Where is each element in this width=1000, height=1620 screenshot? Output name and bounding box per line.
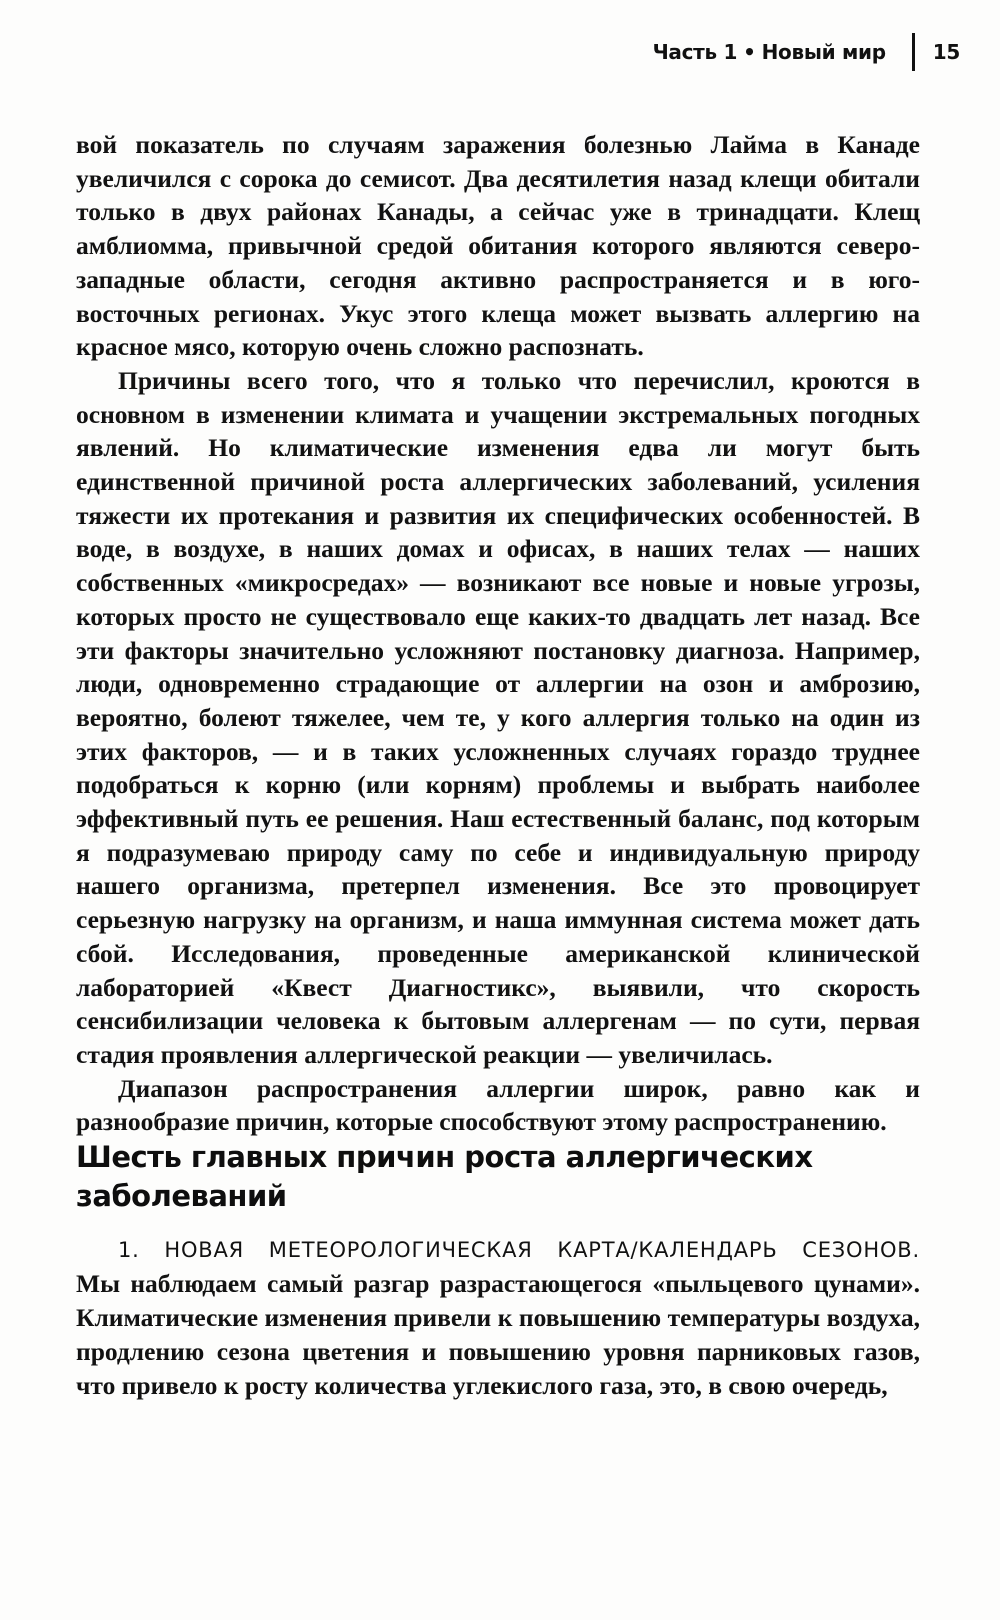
body-text (76, 128, 920, 1139)
paragraph: Причины всего того, что я только что перечислил, кроются в основном в изменении климата и учащении экстремальных погодных явлений. Но климатические изменения едва ли могут быть единственной причиной роста аллергических заболеваний, усиления тяжести их протекания и развития их специфических особенностей. В воде, в воздухе, в наших домах и офисах, в наших телах — наших собственных «микросредах» — возникают все новые и новые угрозы, которых просто не существовало еще каких-то двадцать лет назад. Все эти факторы значительно усложняют постановку диагноза. Например, люди, одновременно страдающие от аллергии на озон и амброзию, вероятно, болеют тяжелее, чем те, у кого аллергия только на один из этих факторов, — и в таких усложненных случаях гораздо труднее подобраться к корню (или корням) проблемы и выбрать наиболее эффективный путь ее решения. Наш естественный баланс, под которым я подразумеваю природу саму по себе и индивидуальную природу нашего организма, претерпел изменения. Все это провоцирует серьезную нагрузку на организм, и наша иммунная система может дать сбой. Исследования, проведенные американской клинической лабораторией «Квест Диагностикс», выявили, что скорость сенсибилизации человека к бытовым аллергенам — по сути, первая стадия проявления аллергической реакции — увеличилась. (76, 365, 920, 1069)
paragraph-continued: вой показатель по случаям заражения болезнью Лайма в Канаде увеличился с сорока до семисот. Два десятилетия назад клещи обитали только в двух районах Канады, а сейчас уже в тринадцати. Клещ амблиомма, привычной средой обитания которого являются северо-западные области, сегодня активно распространяется и в юго-восточных регионах. Укус этого клеща может вызвать аллергию на красное мясо, которую очень сложно распознать. (76, 130, 920, 362)
running-head-title: Новый мир (761, 40, 886, 64)
running-head-bullet: • (743, 40, 756, 64)
list-item-title: 1. НОВАЯ МЕТЕОРОЛОГИЧЕСКАЯ КАРТА/КАЛЕНДАРЬ СЕЗОНОВ. (118, 1238, 920, 1262)
list-item (76, 1232, 920, 1403)
running-head-divider (912, 33, 915, 71)
paragraph: Диапазон распространения аллергии широк, равно как и разнообразие причин, которые способствуют этому распространению. (76, 1073, 920, 1137)
running-head-part: Часть 1 (652, 40, 738, 64)
page-number: 15 (932, 40, 960, 64)
section-heading: Шесть главных причин роста аллергических заболеваний (76, 1140, 813, 1213)
numbered-list (76, 1232, 920, 1403)
list-item-text: Мы наблюдаем самый разгар разрастающегося «пыльцевого цунами». Климатические изменения привели к повышению температуры воздуха, продлению сезона цветения и повышению уровня парниковых газов, что привело к росту количества углекислого газа, это, в свою очередь, (76, 1269, 920, 1400)
running-head (653, 32, 960, 72)
